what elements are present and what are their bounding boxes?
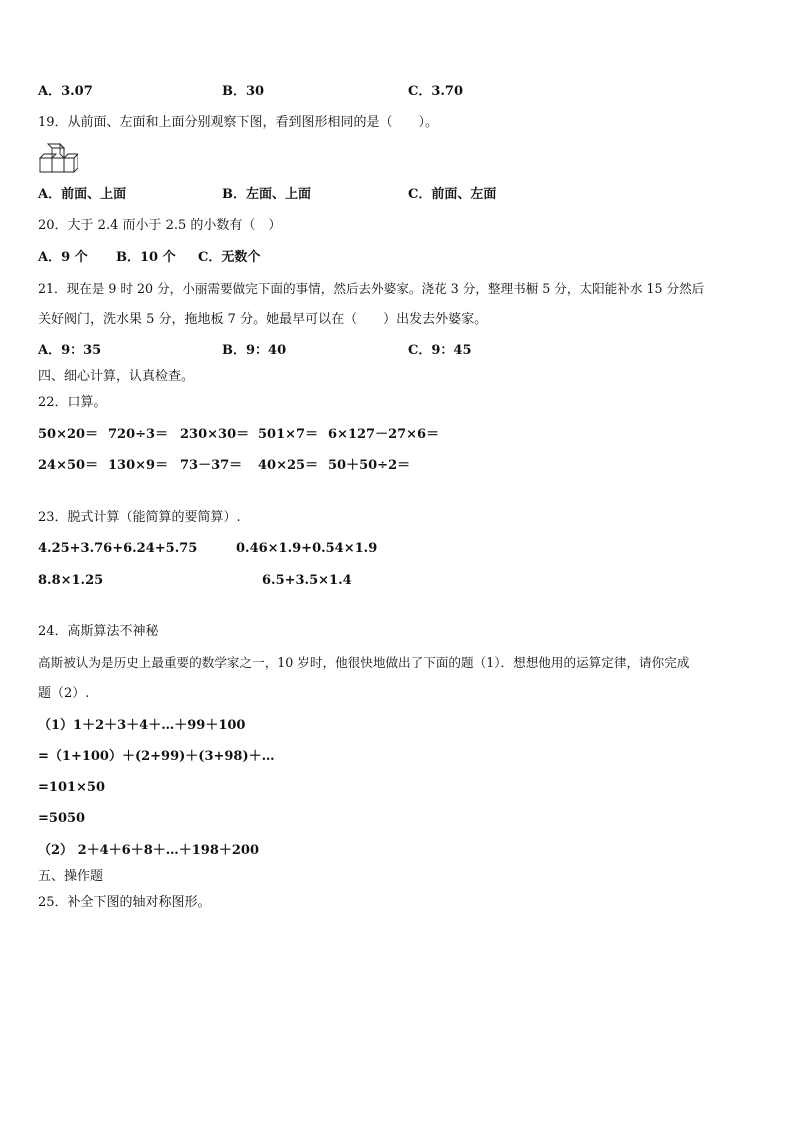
q18-option-a: A．3.07 xyxy=(38,84,93,99)
cube-stack-icon xyxy=(38,142,78,174)
q24-title: 24．高斯算法不神秘 xyxy=(38,624,159,639)
q22-item: 50＋50÷2＝ xyxy=(328,458,411,473)
q22-item: 6×127－27×6＝ xyxy=(328,427,440,442)
q22-item: 130×9＝ xyxy=(108,458,169,473)
section-5-heading: 五、操作题 xyxy=(38,869,104,884)
q22-item: 720÷3＝ xyxy=(108,427,169,442)
q22-row-2 xyxy=(38,457,410,475)
q24-paragraph-line1: 高斯被认为是历史上最重要的数学家之一，10 岁时，他很快地做出了下面的题（1）．想想他用的运算定律，请你完成 xyxy=(38,655,690,670)
q21-stem-line1: 21．现在是 9 时 20 分，小丽需要做完下面的事情，然后去外婆家。浇花 3 分，整理书橱 5 分，太阳能补水 15 分然后 xyxy=(38,281,705,296)
q24-step1: =（1+100）＋(2+99)＋(3+98)＋… xyxy=(38,749,275,764)
q22-item: 73－37＝ xyxy=(180,458,243,473)
q23-item-4: 6.5+3.5×1.4 xyxy=(262,573,352,588)
q21-option-a: A．9：35 xyxy=(38,343,102,358)
q18-option-c: C．3.70 xyxy=(408,84,464,99)
q19-option-b: B．左面、上面 xyxy=(222,187,311,202)
q21-option-b: B．9：40 xyxy=(222,343,287,358)
q20-stem: 20．大于 2.4 而小于 2.5 的小数有（ ） xyxy=(38,218,282,233)
q18-option-b: B．30 xyxy=(222,84,265,99)
q19-option-c: C．前面、左面 xyxy=(408,187,497,202)
q23-item-1: 4.25+3.76+6.24+5.75 xyxy=(38,541,198,556)
q22-item: 230×30＝ xyxy=(180,427,250,442)
q24-step2: =101×50 xyxy=(38,780,106,795)
q22-item: 50×20＝ xyxy=(38,427,99,442)
q24-paragraph-line2: 题（2）. xyxy=(38,686,90,701)
q25-stem: 25．补全下图的轴对称图形。 xyxy=(38,895,211,910)
q23-stem: 23．脱式计算（能简算的要简算）. xyxy=(38,510,241,525)
q22-item: 24×50＝ xyxy=(38,458,99,473)
q20-option-b: B．10 个 xyxy=(116,250,176,265)
q24-sub2: （2） 2＋4＋6＋8＋…＋198＋200 xyxy=(38,843,260,858)
q23-item-2: 0.46×1.9+0.54×1.9 xyxy=(236,541,378,556)
q20-option-c: C．无数个 xyxy=(198,250,261,265)
q22-row-1 xyxy=(38,426,439,444)
q19-stem: 19．从前面、左面和上面分别观察下图，看到图形相同的是（ ）。 xyxy=(38,115,439,130)
q21-stem-line2: 关好阀门，洗水果 5 分，拖地板 7 分。她最早可以在（ ）出发去外婆家。 xyxy=(38,312,488,327)
section-4-heading: 四、细心计算，认真检查。 xyxy=(38,369,195,384)
q22-item: 40×25＝ xyxy=(258,458,319,473)
q24-sub1: （1）1＋2＋3＋4＋…＋99＋100 xyxy=(38,718,246,733)
q23-item-3: 8.8×1.25 xyxy=(38,573,104,588)
q22-item: 501×7＝ xyxy=(258,427,319,442)
q22-stem: 22．口算。 xyxy=(38,395,107,410)
q20-option-a: A．9 个 xyxy=(38,250,88,265)
q24-step3: =5050 xyxy=(38,811,86,826)
q21-option-c: C．9：45 xyxy=(408,343,472,358)
q19-option-a: A．前面、上面 xyxy=(38,187,127,202)
